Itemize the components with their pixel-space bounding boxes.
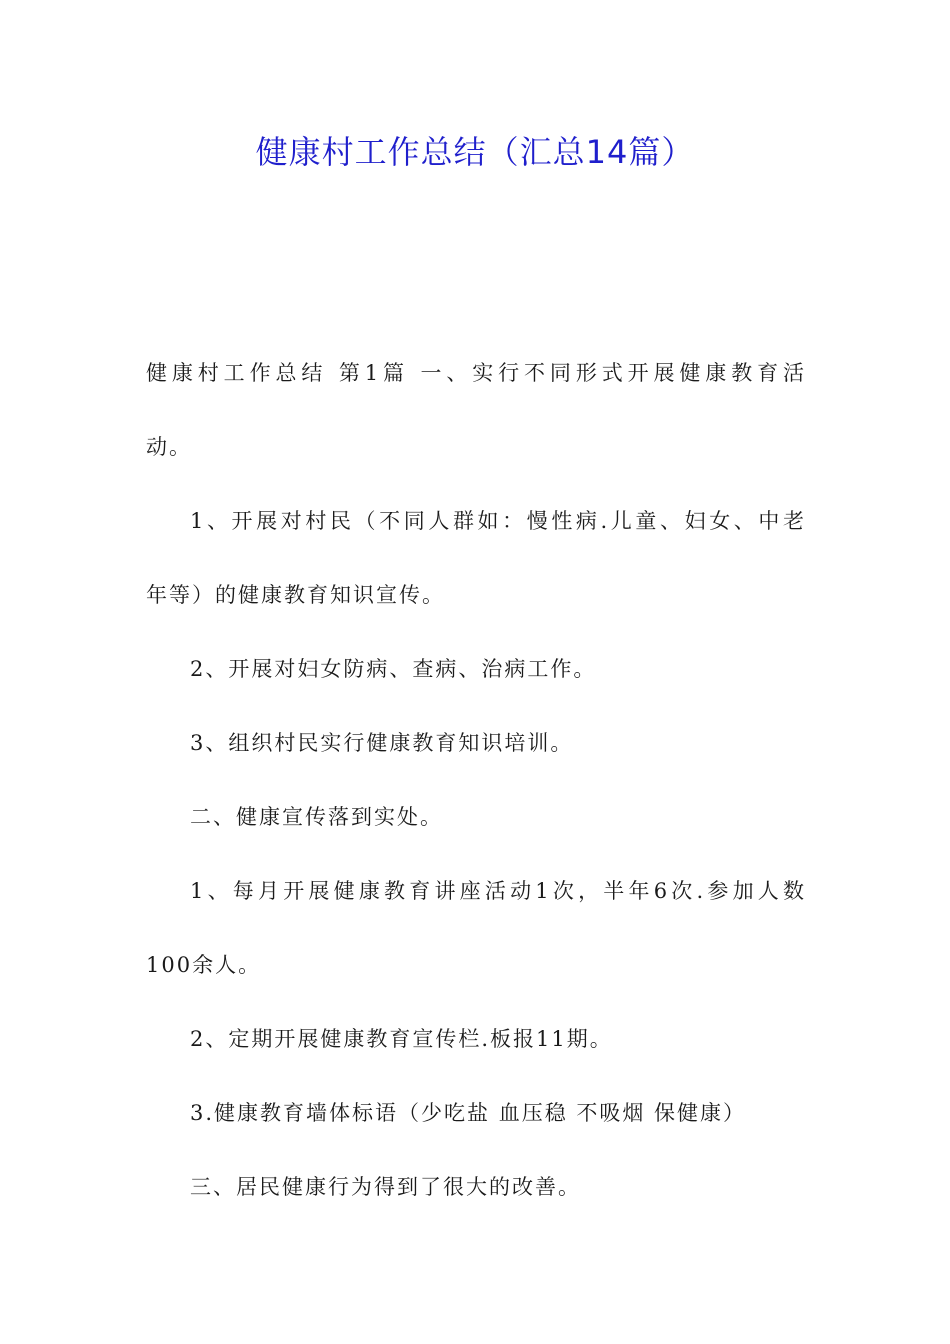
paragraph-line-10: 2、定期开展健康教育宣传栏.板报11期。	[190, 1027, 613, 1051]
paragraph-line-11: 3.健康教育墙体标语（少吃盐 血压稳 不吸烟 保健康）	[190, 1101, 747, 1125]
paragraph-line-3: 1、开展对村民（不同人群如：慢性病.儿童、妇女、中老	[190, 509, 806, 533]
document-body	[146, 336, 806, 1224]
paragraph-line-9: 100余人。	[146, 953, 262, 977]
paragraph-line-5: 2、开展对妇女防病、查病、治病工作。	[190, 657, 597, 681]
paragraph-line-8: 1、每月开展健康教育讲座活动1次，半年6次.参加人数	[190, 879, 806, 903]
paragraph-line-4: 年等）的健康教育知识宣传。	[146, 583, 445, 607]
document-title: 健康村工作总结（汇总14篇）	[255, 133, 695, 171]
paragraph-line-1: 健康村工作总结 第1篇 一、实行不同形式开展健康教育活	[146, 361, 806, 385]
section-heading-2: 二、健康宣传落到实处。	[190, 805, 443, 829]
section-heading-3: 三、居民健康行为得到了很大的改善。	[190, 1175, 581, 1199]
paragraph-line-6: 3、组织村民实行健康教育知识培训。	[190, 731, 574, 755]
paragraph-line-2: 动。	[146, 435, 192, 459]
